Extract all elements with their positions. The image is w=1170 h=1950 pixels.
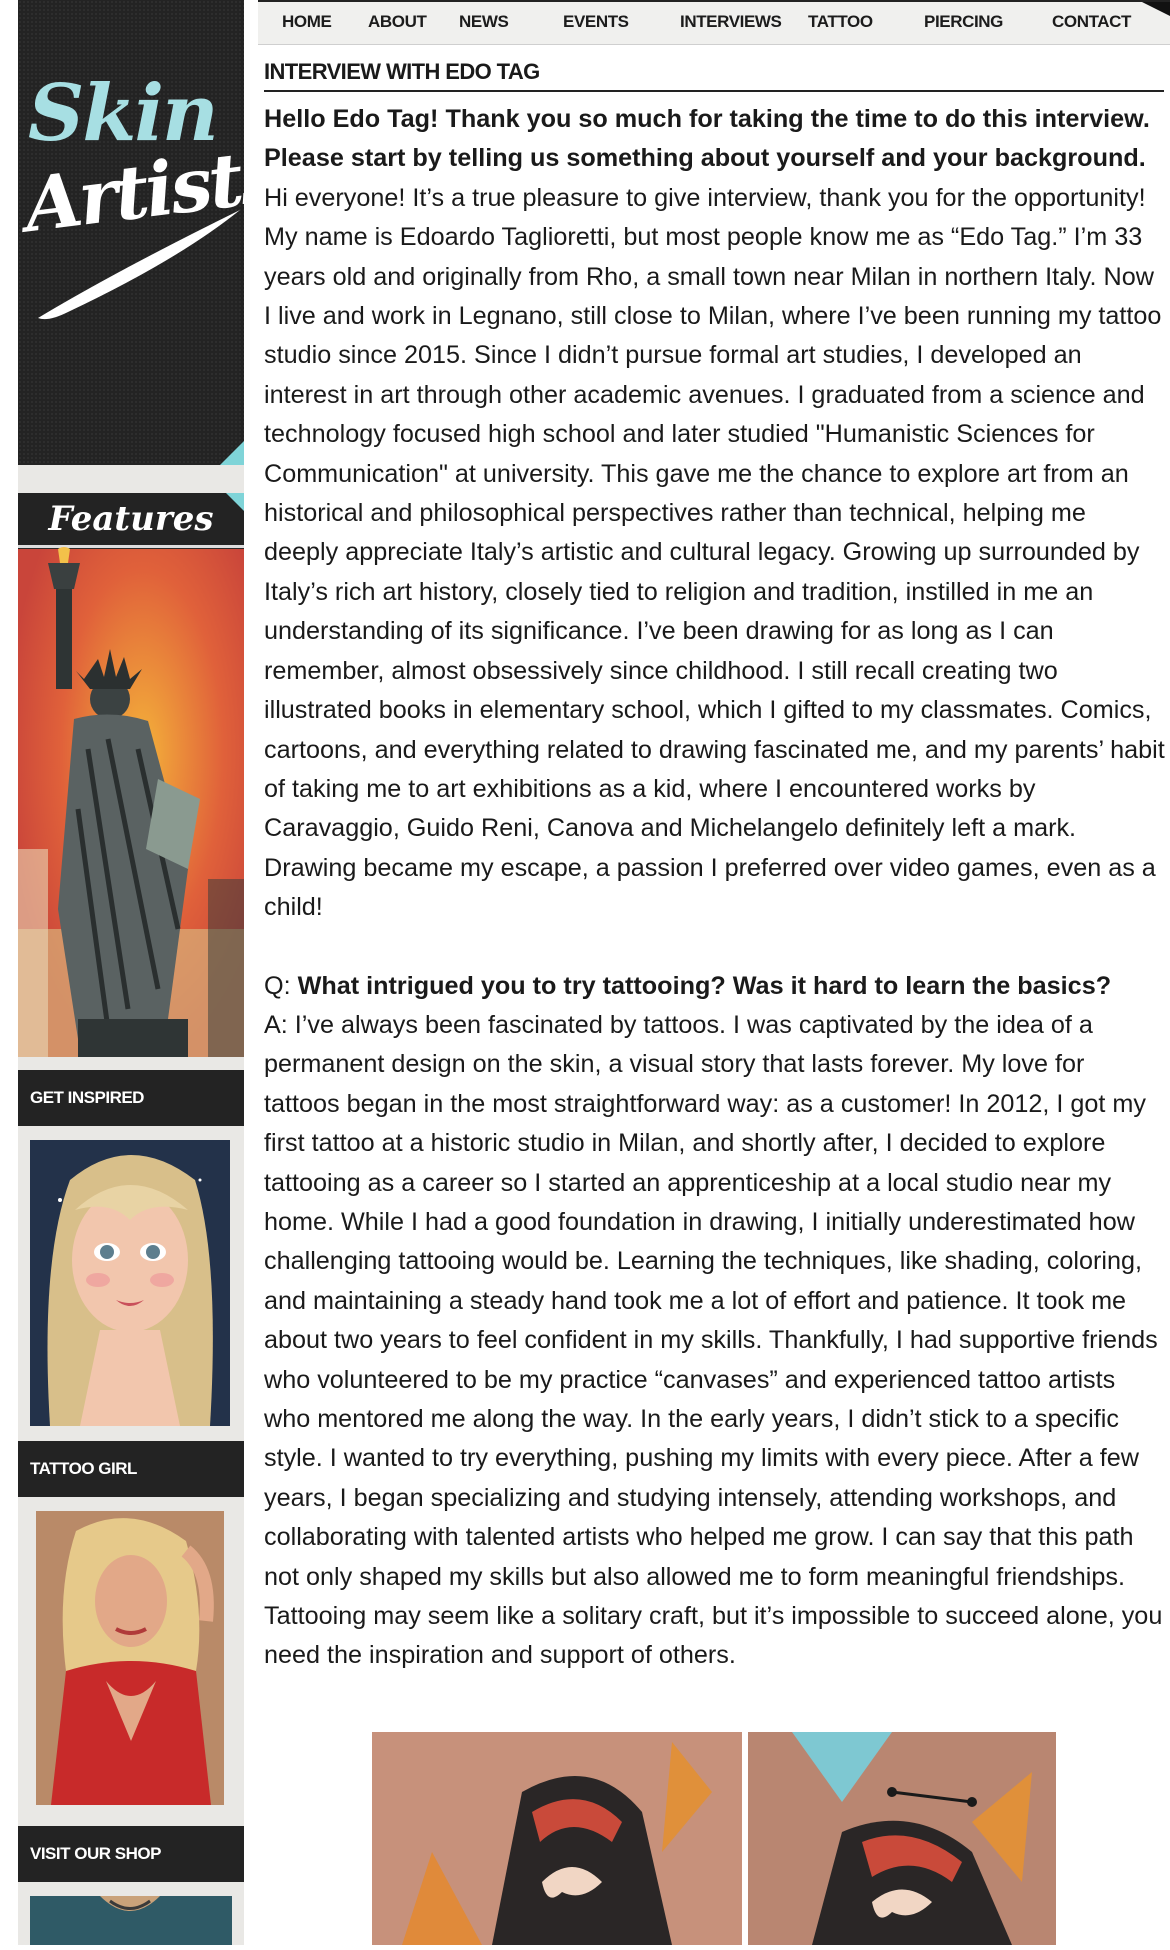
nav-piercing[interactable]: PIERCING (924, 12, 1003, 31)
page-title: INTERVIEW WITH EDO TAG (264, 52, 1164, 92)
nav-tattoo[interactable]: TATTOO (808, 12, 873, 31)
intro-answer: Hi everyone! It’s a true pleasure to give interview, thank you for the opportunity! My name is Edoardo Taglioretti, but most people know me as “Edo Tag.” I’m 33 years old and originally from Rho, a small town near Milan in northern Italy. Now I live and work in Legnano, still close to Milan, where I’ve been running my tattoo studio since 2015. Since I didn’t pursue formal art studies, I developed an interest in art through other academic avenues. I graduated from a science and technology focused high school and later studied "Humanistic Sciences for Communication" at university. This gave me the chance to explore art from an historical and philosophical perspectives rather than technical, helping me deeply appreciate Italy’s artistic and cultural legacy. Growing up surrounded by Italy’s rich art history, closely tied to religion and tradition, instilled in me an understanding of its significance. I’ve been drawing for as long as I can remember, almost obsessively since childhood. I still recall creating two illustrated books in elementary school, which I gifted to my classmates. Comics, cartoons, and everything related to drawing fascinated me, and my parents’ habit of taking me to art exhibitions as a kid, where I encountered works by Caravaggio, Guido Reni, Canova and Michelangelo definitely left a mark. Drawing became my escape, a passion I preferred over video games, even as a child! (264, 183, 1165, 922)
tattoo-photo[interactable] (372, 1732, 1056, 1945)
nav-corner-decoration (1142, 2, 1170, 16)
tattoo-artwork-image (372, 1732, 1056, 1945)
tattoo-girl-photo[interactable] (36, 1511, 224, 1805)
question-2: What intrigued you to try tattooing? Was it hard to learn the basics? (297, 971, 1112, 1000)
site-logo[interactable] (18, 0, 284, 465)
question-prefix: Q: (264, 971, 298, 1000)
logo-swoosh-icon (28, 200, 248, 330)
sidebar (18, 0, 284, 1945)
features-corner-decoration (226, 493, 244, 511)
intro-question: Hello Edo Tag! Thank you so much for taking the time to do this interview. Please start by telling us something about yourself and your background. (264, 105, 1150, 173)
sidebar-heading-get-inspired[interactable]: GET INSPIRED (18, 1070, 244, 1126)
features-widget[interactable] (18, 493, 244, 1057)
nav-about[interactable]: ABOUT (368, 12, 427, 31)
nav-news[interactable]: NEWS (459, 12, 509, 31)
nav-contact[interactable]: CONTACT (1052, 12, 1132, 31)
main-navigation (258, 0, 1170, 45)
sidebar-heading-tattoo-girl[interactable]: TATTOO GIRL (18, 1441, 244, 1497)
nav-interviews[interactable]: INTERVIEWS (680, 12, 782, 31)
get-inspired-illustration[interactable] (30, 1140, 230, 1426)
question-paragraph (264, 967, 1166, 1006)
shop-preview-image[interactable] (30, 1896, 232, 1945)
features-title: Features (18, 493, 244, 548)
intro-paragraph (264, 100, 1166, 928)
nav-home[interactable]: HOME (282, 12, 332, 31)
logo-text-skin: Skin (28, 68, 217, 159)
statue-of-liberty-artwork[interactable] (18, 549, 244, 1057)
sidebar-heading-visit-our-shop[interactable]: VISIT OUR SHOP (18, 1826, 244, 1882)
article-body (264, 100, 1166, 1676)
answer-2: A: I’ve always been fascinated by tattoos. I was captivated by the idea of a permanent design on the skin, a visual story that lasts forever. My love for tattoos began in the most straightforward way: as a customer! In 2012, I got my first tattoo at a historic studio in Milan, and shortly after, I decided to explore tattooing as a career so I started an apprenticeship at a local studio near my home. While I had a good foundation in drawing, I initially underestimated how challenging tattooing would be. Learning the techniques, like shading, coloring, and maintaining a steady hand took me a lot of effort and patience. It took me about two years to feel confident in my skills. Thankfully, I had supportive friends who volunteered to be my practice “canvases” and experienced tattoo artists who mentored me along the way. In the early years, I didn’t stick to a specific style. I wanted to try everything, pushing my limits with every piece. After a few years, I began specializing and studying intensely, attending workshops, and collaborating with talented artists who helped me grow. I can say that this path not only shaped my skills but also allowed me to form meaningful friendships. Tattooing may seem like a solitary craft, but it’s impossible to succeed alone, you need the inspiration and support of others. (264, 1010, 1163, 1670)
nav-events[interactable]: EVENTS (563, 12, 629, 31)
logo-corner-decoration (220, 441, 244, 465)
logo-text-artists: Artists (19, 132, 284, 250)
